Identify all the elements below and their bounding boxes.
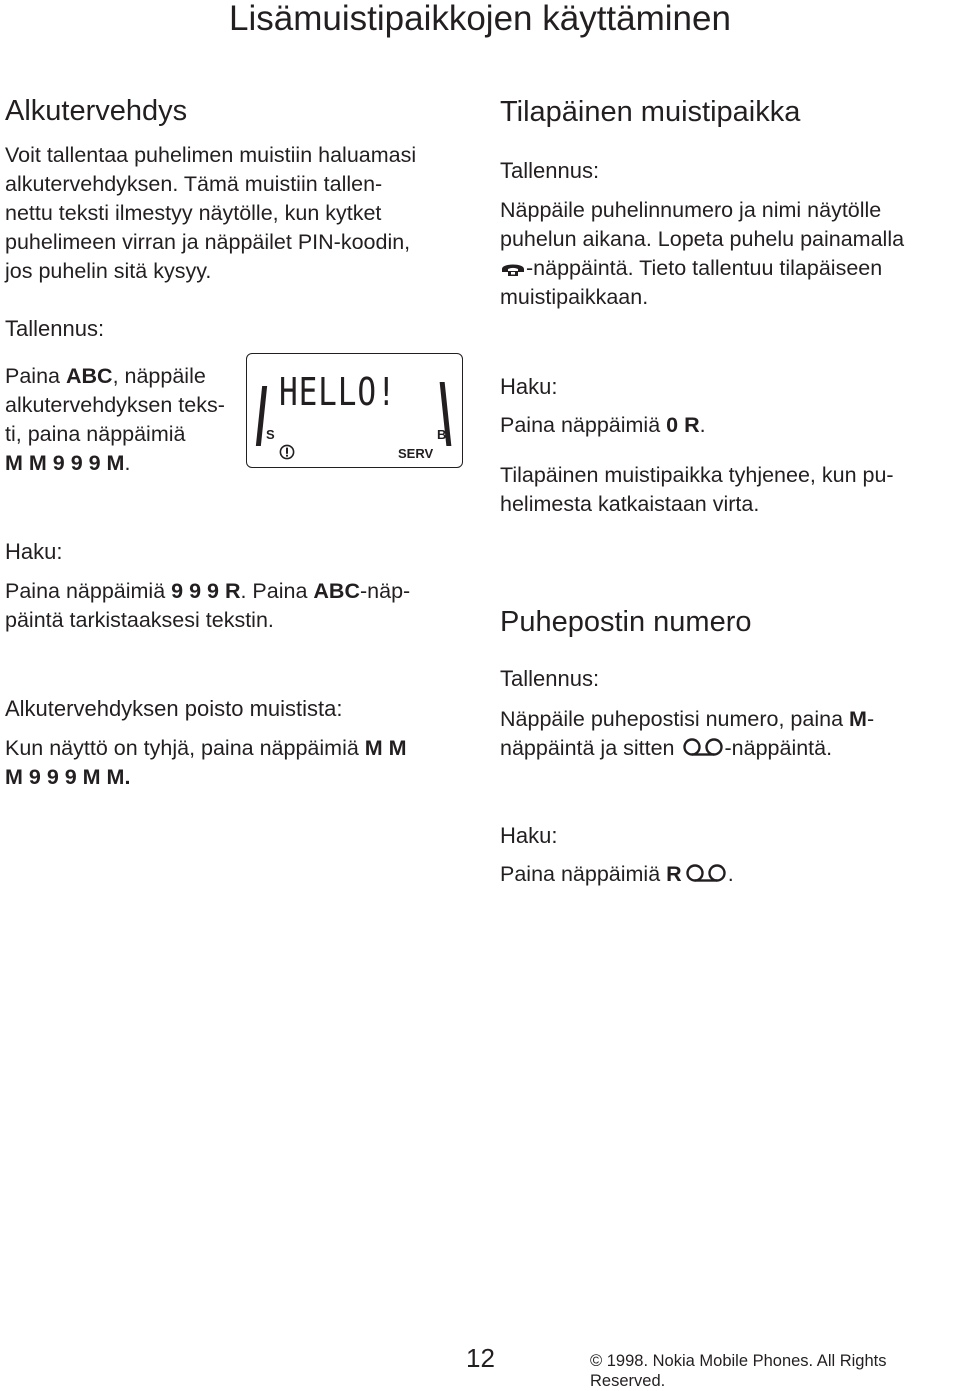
signal-label: S: [266, 427, 275, 442]
instruction-line: Näppäile puhelinnumero ja nimi näytölle: [500, 198, 882, 222]
instruction-line: [500, 734, 874, 763]
temp-search-instructions: [500, 411, 706, 440]
text: , näppäile: [112, 364, 206, 388]
key-label: R: [666, 862, 682, 886]
text: Paina näppäimiä: [500, 413, 667, 437]
key-sequence: M M 9 9 9 M: [5, 451, 125, 475]
voicemail-save-instructions: [500, 705, 874, 763]
instruction-line: muistipaikkaan.: [500, 285, 649, 309]
greeting-search-instructions: [5, 577, 410, 635]
text: -näp-: [360, 579, 411, 603]
battery-label: B: [437, 427, 447, 442]
intro-line: jos puhelin sitä kysyy.: [5, 259, 212, 283]
instruction-line: [500, 705, 874, 734]
instruction-line: [5, 577, 410, 606]
subheading-save: Tallennus:: [500, 666, 600, 691]
page-title: Lisämuistipaikkojen käyttäminen: [229, 0, 731, 38]
temp-note: [500, 461, 894, 519]
key-sequence: 0 R: [666, 413, 700, 437]
voicemail-icon: [682, 864, 728, 884]
subheading-search: Haku:: [500, 374, 558, 399]
page-number: 12: [466, 1343, 495, 1373]
note-line: Tilapäinen muistipaikka tyhjenee, kun pu-: [500, 463, 894, 487]
instruction-line: [5, 734, 407, 763]
instruction-line: puhelun aikana. Lopeta puhelu painamalla: [500, 227, 905, 251]
text: näppäintä ja sitten: [500, 736, 681, 760]
text: Näppäile puhepostisi numero, paina: [500, 707, 850, 731]
key-sequence: 9 9 9 R: [171, 579, 241, 603]
greeting-save-instructions: [5, 362, 225, 478]
instruction-line: [500, 411, 706, 440]
voicemail-search-instructions: [500, 860, 734, 889]
heading-greeting: Alkutervehdys: [5, 95, 188, 127]
hang-up-handset-icon: [500, 260, 526, 278]
temp-save-instructions: [500, 196, 904, 312]
note-line: helimesta katkaistaan virta.: [500, 492, 760, 516]
intro-line: Voit tallentaa puhelimen muistiin haluamasi: [5, 143, 417, 167]
subheading-search: Haku:: [500, 823, 558, 848]
text: .: [727, 862, 734, 886]
copyright-text: 1998. Nokia Mobile Phones. All Rights Reserved.: [590, 1352, 887, 1390]
text: Paina: [5, 364, 66, 388]
text: .: [124, 765, 131, 789]
subheading-save: Tallennus:: [500, 158, 600, 183]
subheading-save: Tallennus:: [5, 316, 105, 341]
text: Kun näyttö on tyhjä, paina näppäimiä: [5, 736, 365, 760]
copyright-symbol: ©: [590, 1352, 603, 1370]
text: Paina näppäimiä: [5, 579, 172, 603]
warning-circle-icon: [279, 444, 295, 460]
subheading-search: Haku:: [5, 539, 63, 564]
key-label: M: [849, 707, 867, 731]
serv-label: SERV: [398, 446, 434, 461]
text: -näppäintä.: [724, 736, 833, 760]
intro-line: alkutervehdyksen. Tämä muistiin tallen-: [5, 172, 383, 196]
text: -näppäintä. Tieto tallentuu tilapäiseen: [526, 256, 883, 280]
copyright-notice: [590, 1351, 960, 1391]
instruction-line: ti, paina näppäimiä: [5, 422, 186, 446]
key-sequence: M M: [364, 736, 407, 760]
instruction-line: [5, 763, 407, 792]
text: Paina näppäimiä: [500, 862, 667, 886]
text: .: [699, 413, 706, 437]
text: . Paina: [240, 579, 314, 603]
key-sequence: M 9 9 9 M M: [5, 765, 125, 789]
heading-voicemail-number: Puhepostin numero: [500, 606, 752, 638]
display-text: HELLO!: [279, 370, 397, 414]
greeting-intro: [5, 141, 416, 286]
subheading-delete: Alkutervehdyksen poisto muistista:: [5, 696, 343, 721]
text: -: [866, 707, 875, 731]
intro-line: puhelimeen virran ja näppäilet PIN-koodin,: [5, 230, 411, 254]
heading-temporary-memory: Tilapäinen muistipaikka: [500, 96, 801, 128]
instruction-line: [5, 362, 225, 391]
instruction-line: alkutervehdyksen teks-: [5, 393, 225, 417]
voicemail-icon: [681, 738, 725, 758]
text: .: [124, 451, 131, 475]
key-label: ABC: [313, 579, 360, 603]
instruction-line: päintä tarkistaaksesi tekstin.: [5, 608, 274, 632]
instruction-line: [5, 449, 225, 478]
instruction-line: [500, 254, 904, 283]
phone-display-illustration: [246, 353, 463, 468]
instruction-line: [500, 860, 734, 889]
key-label: ABC: [65, 364, 113, 388]
intro-line: nettu teksti ilmestyy näytölle, kun kytket: [5, 201, 382, 225]
greeting-delete-instructions: [5, 734, 407, 792]
